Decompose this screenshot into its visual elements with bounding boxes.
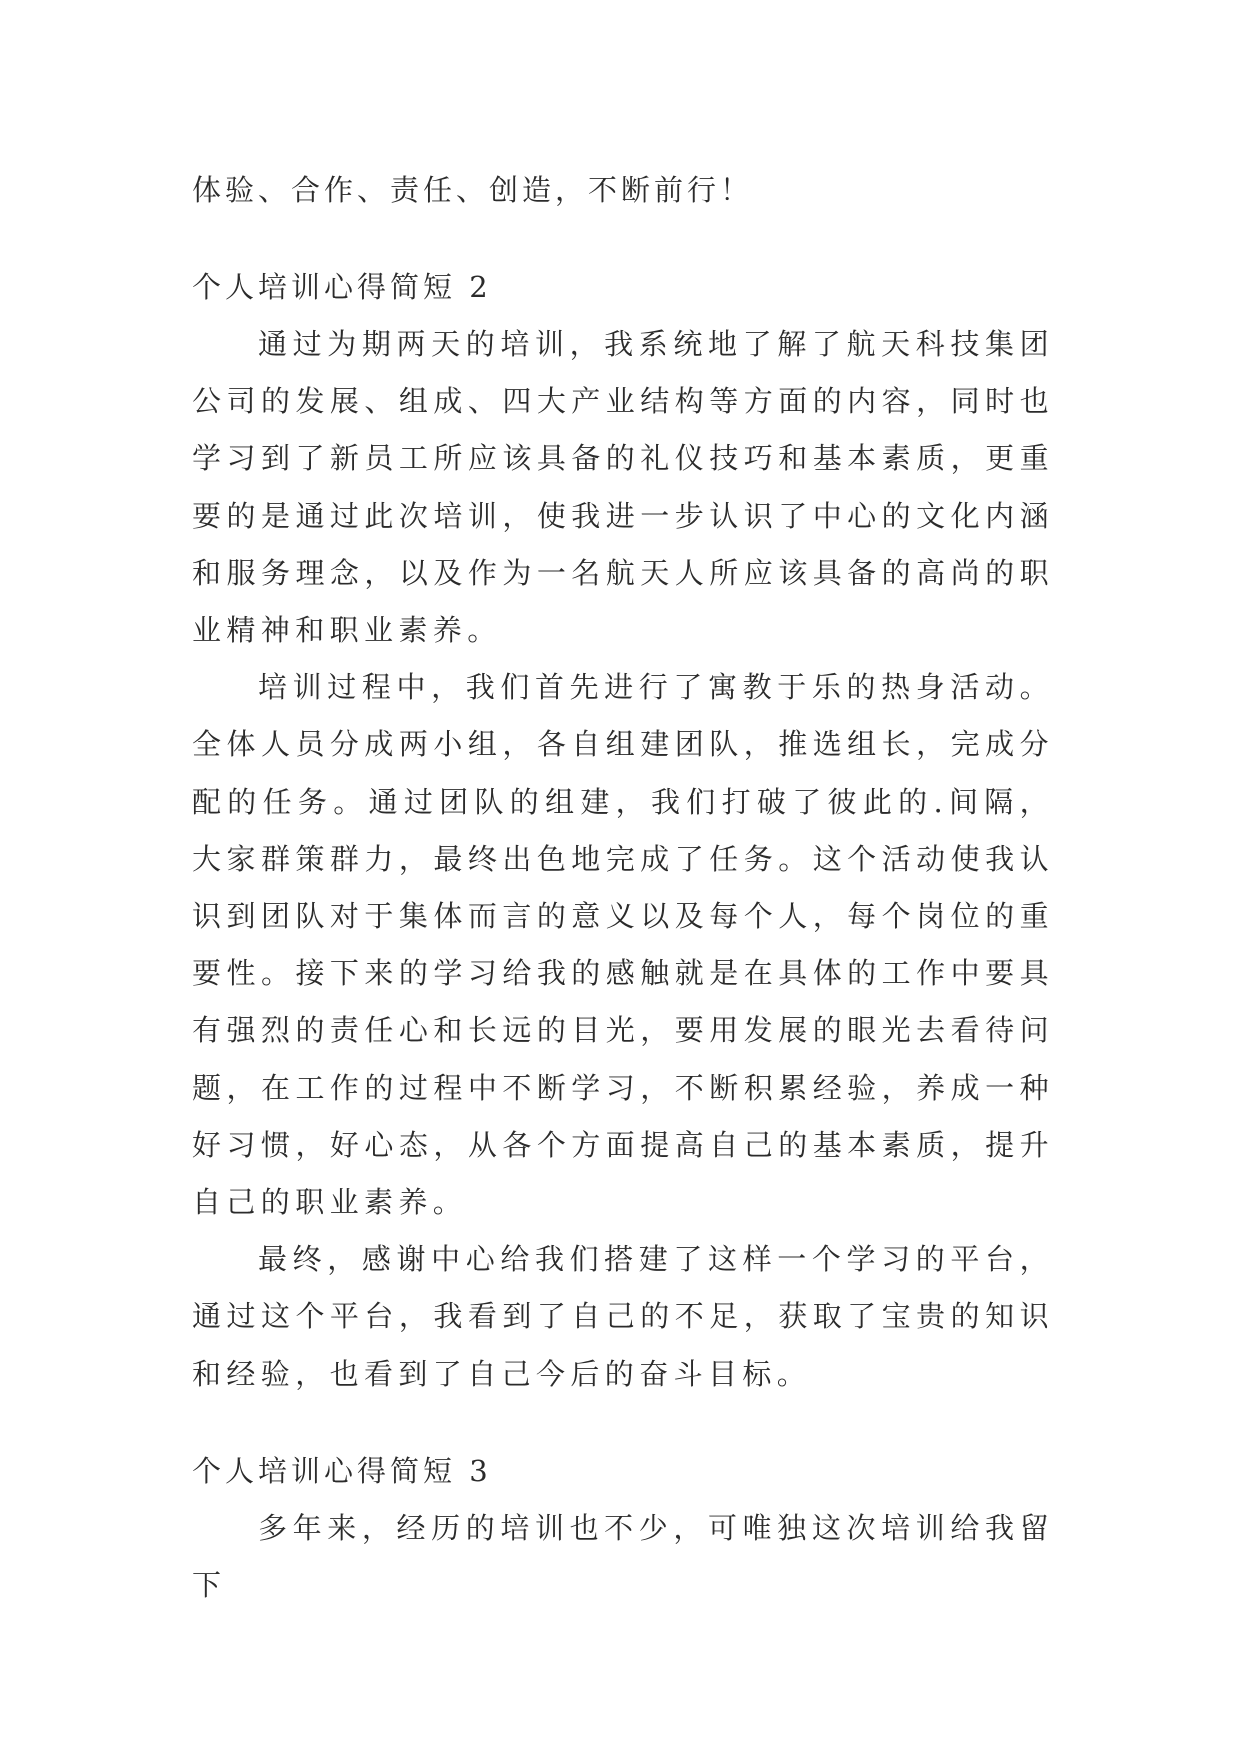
document-body bbox=[192, 162, 1054, 1614]
intro-line: 体验、合作、责任、创造，不断前行！ bbox=[192, 173, 754, 207]
section2-paragraph-3: 最终，感谢中心给我们搭建了这样一个学习的平台，通过这个平台，我看到了自己的不足，获取了宝贵的知识和经验，也看到了自己今后的奋斗目标。 bbox=[192, 1242, 1054, 1391]
section-heading-3: 个人培训心得简短 3 bbox=[192, 1453, 492, 1488]
section2-paragraph-1: 通过为期两天的培训，我系统地了解了航天科技集团公司的发展、组成、四大产业结构等方面的内容，同时也学习到了新员工所应该具备的礼仪技巧和基本素质，更重要的是通过此次培训，使我进一步认识了中心的文化内涵和服务理念，以及作为一名航天人所应该具备的高尚的职业精神和职业素养。 bbox=[192, 327, 1054, 648]
section-spacer bbox=[192, 219, 1054, 259]
section-spacer bbox=[192, 1403, 1054, 1443]
section3-paragraph-1: 多年来，经历的培训也不少，可唯独这次培训给我留下 bbox=[192, 1510, 1054, 1603]
section2-paragraph-2: 培训过程中，我们首先进行了寓教于乐的热身活动。全体人员分成两小组，各自组建团队，推选组长，完成分配的任务。通过团队的组建，我们打破了彼此的.间隔，大家群策群力，最终出色地完成了任务。这个活动使我认识到团队对于集体而言的意义以及每个人，每个岗位的重要性。接下来的学习给我的感触就是在具体的工作中要具有强烈的责任心和长远的目光，要用发展的眼光去看待问题，在工作的过程中不断学习，不断积累经验，养成一种好习惯，好心态，从各个方面提高自己的基本素质，提升自己的职业素养。 bbox=[192, 670, 1054, 1220]
section-heading-2: 个人培训心得简短 2 bbox=[192, 270, 492, 304]
